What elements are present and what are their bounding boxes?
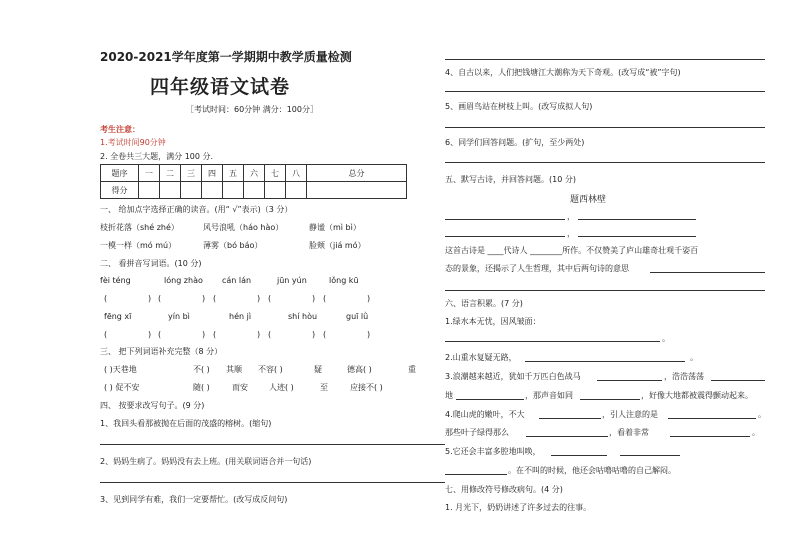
- q3-title: 三、 把下列词语补充完整（8 分）: [100, 347, 223, 356]
- answer-paren[interactable]: (: [158, 294, 162, 303]
- poem-line-blank[interactable]: [445, 236, 565, 237]
- punctuation: 。: [752, 428, 760, 437]
- idiom-blank[interactable]: ( )天巷地: [104, 365, 137, 374]
- q4-sentence-1: 1、我回头看那被抛在后面的茂盛的榕树。(缩句): [100, 419, 272, 428]
- q1-title: 一、 给加点字选择正确的读音。(用“ √”表示)（3 分）: [100, 205, 293, 214]
- idiom-blank[interactable]: 人迹( ): [269, 383, 294, 392]
- score-cell[interactable]: [202, 182, 223, 199]
- score-table-header-row: [101, 165, 407, 182]
- q6-line: ，浩浩荡荡: [664, 372, 704, 381]
- answer-line[interactable]: [445, 127, 765, 128]
- answer-line[interactable]: [526, 436, 608, 437]
- q4-sentence-3: 3、见到同学有难，我们一定要帮忙。(改写成反问句): [100, 495, 288, 504]
- answer-paren[interactable]: (: [104, 330, 108, 339]
- answer-line[interactable]: [445, 474, 507, 475]
- exam-info: ［考试时间：60分钟 满分：100分］: [186, 105, 318, 114]
- q1-item: 一模一样（mó mú）: [100, 241, 177, 250]
- score-cell[interactable]: [223, 182, 244, 199]
- answer-line[interactable]: [445, 341, 660, 342]
- q7-title: 七、用修改符号修改病句。(4 分): [445, 485, 563, 494]
- score-cell[interactable]: [265, 182, 286, 199]
- answer-paren[interactable]: (: [213, 330, 217, 339]
- poem-title: 题西林壁: [570, 195, 607, 205]
- idiom-text: 疑: [314, 365, 322, 374]
- pinyin: shí hòu: [288, 312, 318, 321]
- answer-paren[interactable]: ): [367, 294, 371, 303]
- score-col-8: 八: [286, 165, 307, 182]
- pinyin: lóng zhào: [164, 276, 203, 285]
- q6-line: 2.山重水复疑无路，: [445, 353, 517, 362]
- answer-paren[interactable]: (: [323, 294, 327, 303]
- answer-paren[interactable]: ): [202, 330, 206, 339]
- pinyin: cán lán: [222, 276, 252, 285]
- answer-paren[interactable]: (: [323, 330, 327, 339]
- answer-line[interactable]: [620, 455, 680, 456]
- answer-paren[interactable]: ): [148, 330, 152, 339]
- answer-paren[interactable]: ): [257, 330, 261, 339]
- idiom-text: 其顺: [226, 365, 242, 374]
- idiom-text: 重: [408, 365, 416, 374]
- answer-line[interactable]: [445, 91, 765, 92]
- q6-line: 4.爬山虎的嫩叶，不大: [445, 410, 525, 419]
- score-table-label: 得分: [101, 182, 139, 199]
- score-col-7: 七: [265, 165, 286, 182]
- q6-line: ，看着非常: [609, 428, 649, 437]
- answer-paren[interactable]: (: [158, 330, 162, 339]
- idiom-blank[interactable]: 不容( ): [258, 365, 283, 374]
- q4-sentence-4: 4、自古以来，人们把钱塘江大潮称为天下奇观。(改写成“被”字句): [445, 68, 681, 77]
- answer-line[interactable]: [551, 455, 607, 456]
- answer-line[interactable]: [668, 418, 756, 419]
- pinyin: hén jì: [229, 312, 252, 321]
- answer-line[interactable]: [100, 444, 445, 445]
- page-title: 四年级语文试卷: [150, 76, 291, 98]
- answer-paren[interactable]: ): [257, 294, 261, 303]
- q7-sentence-1: 1. 月光下，奶奶讲述了许多过去的往事。: [445, 503, 592, 512]
- q6-line: 那些叶子绿得那么: [445, 428, 509, 437]
- score-cell[interactable]: [286, 182, 307, 199]
- q1-item: 枝折花落（shé zhé）: [100, 223, 179, 232]
- q6-line: 1.绿水本无忧，因风皱面：: [445, 317, 541, 326]
- score-col-3: 三: [181, 165, 202, 182]
- answer-paren[interactable]: ): [312, 330, 316, 339]
- punctuation: 。: [662, 334, 670, 343]
- q4-title: 四、 按要求改写句子。(9 分): [100, 401, 205, 410]
- pinyin: jūn yún: [277, 276, 307, 285]
- answer-paren[interactable]: (: [104, 294, 108, 303]
- q6-line: 3.浪潮越来越近，犹如千万匹白色战马: [445, 372, 581, 381]
- answer-paren[interactable]: (: [268, 330, 272, 339]
- answer-line[interactable]: [445, 162, 765, 163]
- notice-item-1: 1.考试时间90分钟: [100, 138, 166, 147]
- q4-sentence-2: 2、妈妈生病了。妈妈没有去上班。(用关联词语合并一句话): [100, 457, 312, 466]
- q2-title: 二、 看拼音写词语。(10 分): [100, 259, 202, 268]
- answer-paren[interactable]: (: [268, 294, 272, 303]
- pinyin: guī lǜ: [346, 312, 369, 321]
- score-cell[interactable]: [160, 182, 181, 199]
- answer-paren[interactable]: ): [367, 330, 371, 339]
- score-cell[interactable]: [244, 182, 265, 199]
- q1-item: 薄雾（bó báo）: [203, 241, 263, 250]
- idiom-blank[interactable]: ( ) 促不安: [104, 383, 140, 392]
- score-cell[interactable]: [307, 182, 407, 199]
- idiom-blank[interactable]: 应接不( ): [350, 383, 383, 392]
- punctuation: 。: [690, 353, 698, 362]
- score-table-score-row: [101, 182, 407, 199]
- notice-label: 考生注意：: [100, 125, 140, 134]
- punctuation: ，: [567, 212, 575, 221]
- pinyin: fēng xī: [104, 312, 132, 321]
- q6-title: 六、语言积累。(7 分): [445, 299, 523, 308]
- notice-item-2: 2. 全卷共三大题，满分 100 分.: [100, 152, 214, 161]
- answer-paren[interactable]: (: [213, 294, 217, 303]
- q1-item: 静谧（mì bì）: [309, 223, 361, 232]
- idiom-text: 而安: [232, 383, 248, 392]
- pinyin: fèi téng: [100, 276, 131, 285]
- score-table: [100, 164, 407, 199]
- answer-line[interactable]: [539, 418, 601, 419]
- q6-line: 5.它还会丰富多腔地叫唤，: [445, 447, 541, 456]
- answer-line[interactable]: [597, 380, 662, 381]
- answer-line[interactable]: [580, 399, 640, 400]
- score-col-6: 六: [244, 165, 265, 182]
- answer-line[interactable]: [670, 436, 750, 437]
- answer-paren[interactable]: ): [312, 294, 316, 303]
- answer-paren[interactable]: ): [202, 294, 206, 303]
- answer-line[interactable]: [650, 272, 765, 273]
- q5-title: 五、默写古诗，并回答问题。(10 分): [445, 175, 576, 184]
- answer-line[interactable]: [711, 380, 765, 381]
- q5-question: 态的景象，还揭示了人生哲理，其中后两句诗的意思: [445, 264, 629, 273]
- q6-line: 地: [445, 391, 453, 400]
- punctuation: 。: [758, 410, 766, 419]
- q4-sentence-5: 5、画眉鸟站在树枝上叫。(改写成拟人句): [445, 102, 593, 111]
- idiom-blank[interactable]: 随( ): [193, 383, 210, 392]
- punctuation: ，: [567, 229, 575, 238]
- q4-sentence-6: 6、同学们回答问题。(扩句，至少两处): [445, 138, 585, 147]
- score-col-5: 五: [223, 165, 244, 182]
- exam-period-title: 2020-2021学年度第一学期期中教学质量检测: [100, 50, 352, 64]
- q1-item: 脸颊（jiá mó）: [309, 241, 366, 250]
- q6-line: ，好像大地都被震得颤动起来。: [641, 391, 753, 400]
- score-table-label: 题序: [101, 165, 139, 182]
- answer-line[interactable]: [445, 59, 765, 60]
- idiom-blank[interactable]: 不( ): [193, 365, 210, 374]
- q5-question: 这首古诗是 ____代诗人 ________所作。不仅赞美了庐山雄奇壮观千姿百: [445, 246, 699, 255]
- idiom-text: 至: [320, 383, 328, 392]
- poem-line-blank[interactable]: [445, 219, 565, 220]
- score-col-2: 二: [160, 165, 181, 182]
- pinyin: lǒng kū: [329, 276, 359, 285]
- score-cell[interactable]: [139, 182, 160, 199]
- poem-line-blank[interactable]: [578, 236, 696, 237]
- poem-line-blank[interactable]: [578, 219, 696, 220]
- score-col-total: 总分: [307, 165, 407, 182]
- q6-line: ，那声音如同: [525, 391, 573, 400]
- answer-line[interactable]: [445, 290, 765, 291]
- q6-line: ，引人注意的是: [602, 410, 658, 419]
- answer-line[interactable]: [456, 399, 524, 400]
- idiom-blank[interactable]: 德高( ): [347, 365, 372, 374]
- score-col-4: 四: [202, 165, 223, 182]
- q6-line: 。在不叫的时候，他还会咕噜咕噜的自己解闷。: [508, 466, 676, 475]
- score-col-1: 一: [139, 165, 160, 182]
- answer-paren[interactable]: ): [148, 294, 152, 303]
- pinyin: yín bì: [168, 312, 190, 321]
- answer-line[interactable]: [100, 482, 445, 483]
- q1-item: 风号浪吼（háo hào）: [203, 223, 284, 232]
- answer-line[interactable]: [525, 361, 685, 362]
- score-cell[interactable]: [181, 182, 202, 199]
